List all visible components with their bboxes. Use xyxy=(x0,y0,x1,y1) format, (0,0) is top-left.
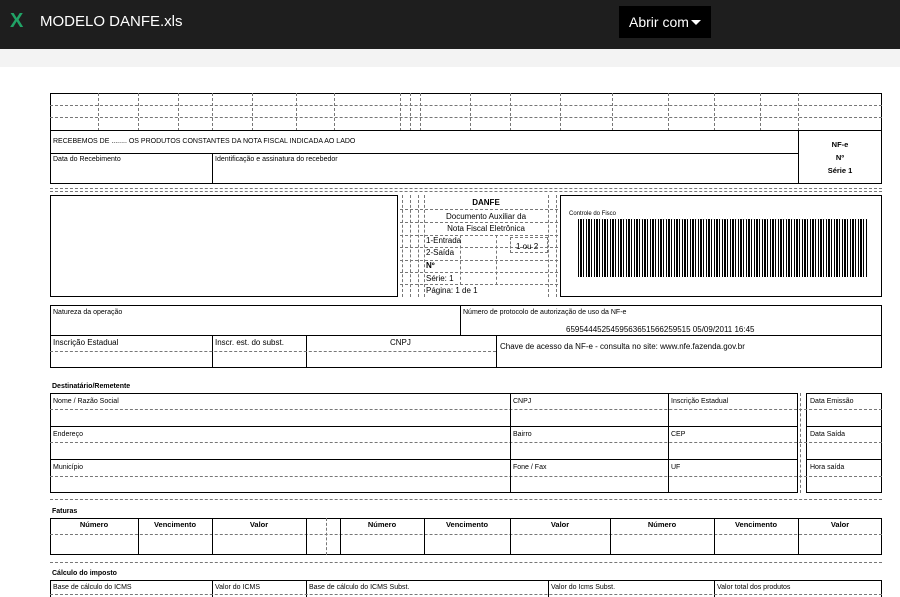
destinatario-box xyxy=(50,393,798,493)
spreadsheet-preview[interactable] xyxy=(0,67,900,597)
datas-box xyxy=(806,393,882,493)
inscricao-estadual-label: Inscrição Estadual xyxy=(53,338,119,347)
emitente-box xyxy=(50,195,398,297)
fatura-numero-header-2: Número xyxy=(367,520,397,529)
open-with-button[interactable] xyxy=(619,6,711,38)
endereco-label: Endereço xyxy=(53,431,83,438)
entrada-label: 1-Entrada xyxy=(426,236,462,245)
fatura-numero-header-3: Número xyxy=(647,520,677,529)
valor-icms-subst-label: Valor do Icms Subst. xyxy=(551,584,616,591)
top-bar xyxy=(0,0,900,49)
chevron-down-icon xyxy=(691,20,701,25)
data-emissao-label: Data Emissão xyxy=(810,398,854,405)
fatura-valor-header-3: Valor xyxy=(830,520,850,529)
base-icms-subst-label: Base de cálculo do ICMS Subst. xyxy=(309,584,410,591)
nfe-label: NF-e xyxy=(831,140,849,149)
numero-label: Nº xyxy=(835,153,845,162)
doc-aux-label: Documento Auxiliar da xyxy=(445,212,527,221)
valor-icms-label: Valor do ICMS xyxy=(215,584,260,591)
cut-line xyxy=(50,188,882,189)
fatura-vencimento-header-3: Vencimento xyxy=(734,520,778,529)
fatura-vencimento-header-2: Vencimento xyxy=(445,520,489,529)
fatura-valor-header-2: Valor xyxy=(550,520,570,529)
base-icms-label: Base de cálculo do ICMS xyxy=(53,584,132,591)
fatura-valor-header-1: Valor xyxy=(249,520,269,529)
hora-saida-label: Hora saída xyxy=(810,464,845,471)
dest-inscricao-label: Inscrição Estadual xyxy=(671,398,729,405)
bairro-label: Bairro xyxy=(513,431,532,438)
imposto-section-title: Cálculo do imposto xyxy=(52,570,117,577)
serie-label: Série 1 xyxy=(827,166,853,175)
barcode-image xyxy=(578,219,868,277)
valor-total-produtos-label: Valor total dos produtos xyxy=(717,584,791,591)
inscr-subst-label: Inscr. est. do subst. xyxy=(215,338,284,347)
danfe-form xyxy=(0,67,900,597)
natureza-label: Natureza da operação xyxy=(53,309,123,316)
identificacao-label: Identificação e assinatura do recebedor xyxy=(215,156,338,163)
uf-label: UF xyxy=(671,464,681,471)
nome-label: Nome / Razão Social xyxy=(53,398,119,405)
nota-fiscal-label: Nota Fiscal Eletrônica xyxy=(447,224,525,233)
municipio-label: Município xyxy=(53,464,83,471)
excel-file-icon: X xyxy=(10,10,24,32)
dest-cnpj-label: CNPJ xyxy=(513,398,532,405)
danfe-serie-label: Série: 1 xyxy=(426,274,454,283)
tipo-value: 1 ou 2 xyxy=(516,242,539,251)
cnpj-label: CNPJ xyxy=(390,338,411,347)
saida-label: 2-Saída xyxy=(426,248,455,257)
faturas-section-title: Faturas xyxy=(52,508,78,515)
pagina-label: Página: 1 de 1 xyxy=(426,286,478,295)
fatura-vencimento-header-1: Vencimento xyxy=(153,520,197,529)
chave-acesso-label: Chave de acesso da NF-e - consulta no site: www.nfe.fazenda.gov.br xyxy=(500,342,745,351)
file-name: MODELO DANFE.xls xyxy=(40,13,183,30)
data-saida-label: Data Saída xyxy=(810,431,846,438)
recebemos-label: RECEBEMOS DE ........ OS PRODUTOS CONSTANTES DA NOTA FISCAL INDICADA AO LADO xyxy=(53,138,356,145)
open-with-label: Abrir com xyxy=(629,14,689,30)
protocolo-label: Número de protocolo de autorização de uso da NF-e xyxy=(463,309,627,316)
fone-label: Fone / Fax xyxy=(513,464,547,471)
danfe-numero-label: Nº xyxy=(426,261,435,270)
controle-fisco-label: Controle do Fisco xyxy=(569,211,617,217)
destinatario-section-title: Destinatário/Remetente xyxy=(52,383,131,390)
data-recebimento-label: Data do Recebimento xyxy=(53,156,121,163)
fatura-numero-header-1: Número xyxy=(79,520,109,529)
protocolo-value: 659544452545956365156625951​5 05/09/2011 16:45 xyxy=(566,325,755,334)
header-grid xyxy=(50,93,882,131)
danfe-title: DANFE xyxy=(472,198,500,207)
cep-label: CEP xyxy=(671,431,686,438)
